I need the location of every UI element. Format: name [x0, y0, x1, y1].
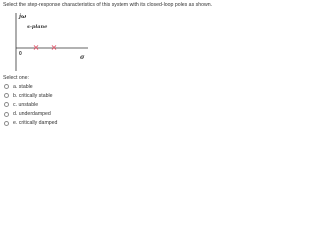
radio-button[interactable]: [4, 112, 9, 117]
radio-button[interactable]: [4, 121, 9, 126]
option-a[interactable]: [4, 82, 124, 91]
option-d[interactable]: [4, 110, 124, 119]
option-label: b. critically stable: [13, 92, 53, 99]
select-prompt: Select one:: [3, 75, 29, 81]
radio-button[interactable]: [4, 93, 9, 98]
real-axis-label: σ: [80, 54, 85, 61]
option-label: c. unstable: [13, 101, 39, 108]
option-label: e. critically damped: [13, 120, 58, 127]
pole-marker: ×: [50, 43, 58, 53]
origin-label: 0: [19, 51, 22, 57]
radio-button[interactable]: [4, 102, 9, 107]
s-plane-diagram: [14, 12, 90, 72]
option-label: a. stable: [13, 83, 33, 90]
pole-marker: ×: [32, 43, 40, 53]
question-text: Select the step-response characteristics of this system with its closed-loop poles as shown.: [3, 2, 213, 8]
answer-options: [4, 82, 124, 128]
plane-label: s-plane: [27, 24, 48, 30]
radio-button[interactable]: [4, 84, 9, 89]
option-c[interactable]: [4, 100, 124, 109]
option-b[interactable]: [4, 91, 124, 100]
option-label: d. underdamped: [13, 111, 51, 118]
imaginary-axis-label: jω: [19, 14, 27, 20]
option-e[interactable]: [4, 119, 124, 128]
